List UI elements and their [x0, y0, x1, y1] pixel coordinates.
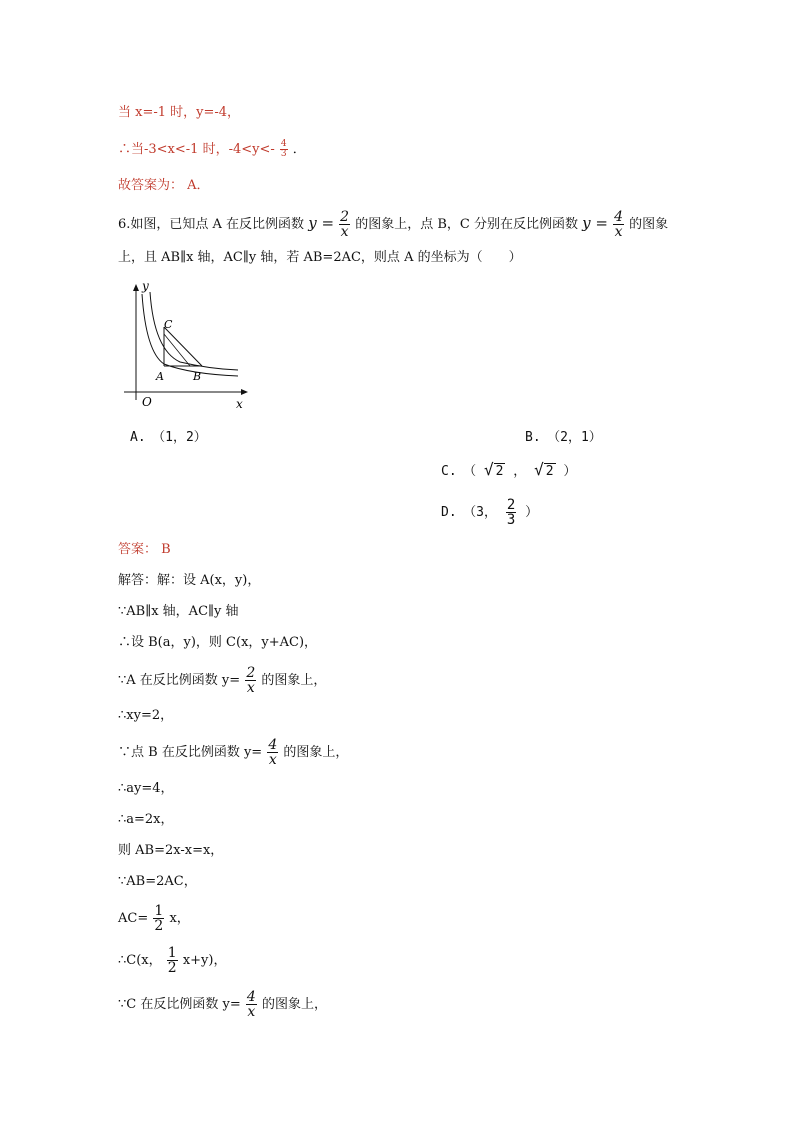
option-c-post: ）	[563, 464, 577, 479]
solution-line-4-a: ∵A 在反比例函数 y=	[118, 673, 241, 688]
solution-fraction-4-den: x	[246, 680, 255, 696]
solution-line-4	[118, 666, 326, 695]
option-d-pre: D. （3，	[441, 505, 497, 520]
solution-line-11-b: x，	[169, 911, 190, 926]
label-x: x	[236, 397, 243, 411]
prev-fraction	[280, 140, 288, 159]
option-d-post: ）	[525, 505, 539, 520]
question-fraction-2-num: 4	[614, 209, 623, 225]
solution-line-12	[118, 946, 226, 975]
solution-line-7: ∴ay=4，	[118, 781, 174, 796]
solution-fraction-6	[267, 738, 278, 767]
solution-line-9: 则 AB=2x-x=x，	[118, 843, 224, 858]
prev-fraction-den: 3	[280, 149, 287, 159]
label-o: O	[142, 395, 152, 409]
solution-fraction-11-num: 1	[154, 903, 164, 919]
question-text-c: 的图象	[629, 217, 669, 232]
question-fraction-2-den: x	[614, 224, 623, 240]
question-line-1	[118, 210, 668, 239]
solution-line-11	[118, 904, 190, 933]
label-y: y	[142, 282, 149, 293]
solution-line-6-a: ∵点 B 在反比例函数 y=	[118, 745, 263, 760]
option-c-sep: ，	[513, 464, 527, 479]
answer-value: B	[161, 542, 171, 557]
question-line-2: 上，且 AB∥x 轴，AC∥y 轴，若 AB=2AC，则点 A 的坐标为（ ）	[118, 250, 522, 265]
prev-line-2	[118, 140, 306, 160]
solution-line-6-b: 的图象上，	[283, 745, 349, 760]
solution-fraction-13-den: x	[247, 1004, 256, 1020]
question-y1: y =	[308, 214, 335, 232]
solution-line-13-b: 的图象上，	[261, 997, 327, 1012]
solution-fraction-6-num: 4	[268, 737, 278, 753]
option-a: A. （1，2）	[130, 430, 207, 445]
question-text-a: 6.如图，已知点 A 在反比例函数	[118, 217, 305, 232]
solution-fraction-6-den: x	[268, 752, 277, 768]
question-fraction-2	[613, 210, 624, 239]
solution-line-13-a: ∵C 在反比例函数 y=	[118, 997, 241, 1012]
solution-fraction-12-den: 2	[167, 960, 177, 976]
solution-line-11-a: AC=	[118, 911, 149, 926]
option-c-sqrt-1: √ 2	[483, 460, 504, 479]
solution-line-2: ∵AB∥x 轴，AC∥y 轴	[118, 604, 239, 619]
solution-fraction-12-num: 1	[167, 945, 177, 961]
option-d-den: 3	[506, 512, 516, 528]
segment-cb	[164, 327, 202, 366]
solution-fraction-4	[245, 666, 256, 695]
question-fraction-1-num: 2	[340, 209, 350, 225]
option-c-pre: C. （	[441, 464, 477, 479]
option-d	[441, 498, 538, 527]
prev-line-2-text: ∴当-3<x<-1 时，-4<y<-	[118, 142, 275, 157]
solution-line-3: ∴设 B(a，y)，则 C(x，y+AC)，	[118, 635, 318, 650]
answer-line	[118, 540, 171, 560]
solution-fraction-4-num: 2	[246, 665, 256, 681]
option-c-rad-2: 2	[545, 464, 554, 479]
option-c	[441, 460, 576, 479]
y-axis-arrow	[133, 284, 139, 291]
prev-line-1: 当 x=-1 时，y=-4，	[118, 105, 241, 120]
solution-line-13	[118, 990, 327, 1019]
option-b: B. （2，1）	[525, 430, 602, 445]
solution-line-1: 解答：解：设 A(x，y)，	[118, 573, 261, 588]
solution-fraction-13-num: 4	[246, 989, 256, 1005]
question-text-b: 的图象上，点 B，C 分别在反比例函数	[355, 217, 578, 232]
prev-line-2-end: ．	[292, 142, 306, 157]
solution-line-12-a: ∴C(x，	[118, 953, 162, 968]
solution-line-6	[118, 738, 348, 767]
question-y2: y =	[582, 214, 608, 232]
solution-line-4-b: 的图象上，	[261, 673, 327, 688]
question-fraction-1	[339, 210, 350, 239]
option-d-fraction	[506, 498, 516, 527]
prev-answer-value: A．	[187, 178, 210, 193]
solution-line-5: ∴xy=2，	[118, 708, 174, 723]
solution-fraction-13	[246, 990, 257, 1019]
solution-line-10: ∵AB=2AC，	[118, 874, 197, 889]
option-d-num: 2	[506, 497, 516, 513]
solution-fraction-11	[153, 904, 164, 933]
prev-answer-label: 故答案为：	[118, 178, 184, 193]
hyperbola-figure	[120, 282, 250, 412]
prev-line-3	[118, 176, 210, 196]
solution-line-8: ∴a=2x，	[118, 812, 174, 827]
label-c: C	[164, 318, 173, 331]
option-c-rad-1: 2	[495, 464, 504, 479]
solution-fraction-12	[167, 946, 178, 975]
solution-line-12-b: x+y)，	[182, 953, 227, 968]
prev-fraction-num: 4	[280, 139, 287, 149]
label-b: B	[193, 370, 202, 383]
option-c-sqrt-2: √ 2	[534, 460, 554, 479]
label-a: A	[156, 370, 164, 383]
question-fraction-1-den: x	[340, 224, 349, 240]
x-axis-arrow	[241, 389, 248, 395]
solution-fraction-11-den: 2	[154, 918, 164, 934]
answer-label: 答案：	[118, 542, 158, 557]
